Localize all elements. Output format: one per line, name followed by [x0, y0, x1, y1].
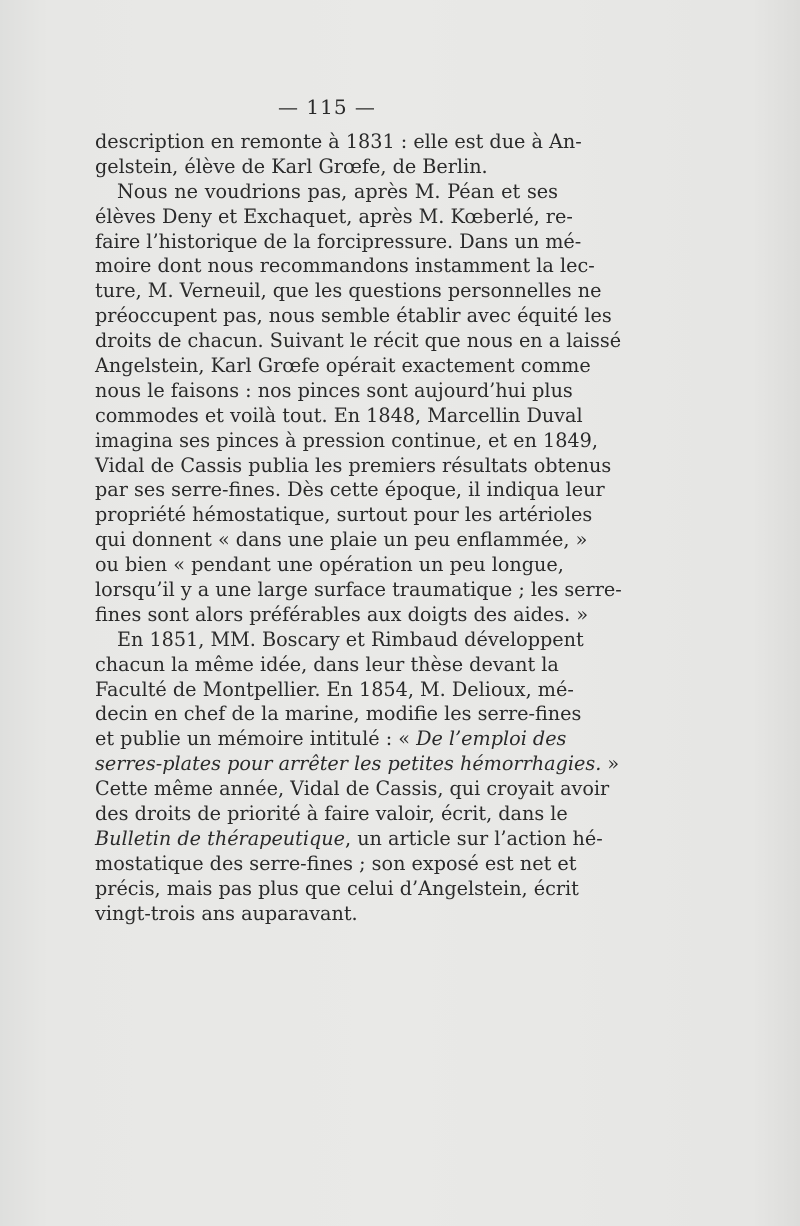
italic-title-run: serres-plates pour arrêter les petites hémorrhagies.	[95, 752, 602, 776]
text-line: précis, mais pas plus que celui d’Angelstein, écrit	[95, 876, 579, 900]
text-line: vingt-trois ans auparavant.	[95, 901, 358, 925]
body-text	[95, 130, 622, 927]
text-line: moire dont nous recommandons instamment la lec-	[95, 254, 595, 278]
text-line: droits de chacun. Suivant le récit que nous en a laissé	[95, 329, 622, 353]
text-line: Nous ne voudrions pas, après M. Péan et ses	[117, 179, 558, 203]
text-line: faire l’historique de la forcipressure. Dans un mé-	[95, 229, 582, 253]
text-line: chacun la même idée, dans leur thèse devant la	[95, 652, 559, 676]
text-line: Angelstein, Karl Grœfe opérait exactement comme	[95, 354, 591, 378]
text-line: des droits de priorité à faire valoir, écrit, dans le	[95, 802, 568, 826]
text-line: lorsqu’il y a une large surface traumatique ; les serre-	[95, 578, 622, 602]
text-line: Vidal de Cassis publia les premiers résultats obtenus	[95, 453, 612, 477]
text-line: fines sont alors préférables aux doigts des aides. »	[95, 602, 589, 626]
text-line	[95, 826, 603, 852]
text-run: et publie un mémoire intitulé : «	[95, 727, 417, 751]
italic-title-run: Bulletin de thérapeutique	[95, 826, 345, 850]
text-line: mostatique des serre-fines ; son exposé est net et	[95, 851, 577, 875]
text-line: propriété hémostatique, surtout pour les artérioles	[95, 503, 593, 527]
text-line	[95, 752, 620, 777]
text-run: »	[601, 752, 620, 776]
text-line: élèves Deny et Exchaquet, après M. Kœberlé, re-	[95, 204, 573, 228]
text-line: description en remonte à 1831 : elle est due à An-	[95, 130, 582, 153]
text-line: par ses serre-fines. Dès cette époque, il indiqua leur	[95, 478, 605, 502]
text-line: decin en chef de la marine, modifie les serre-fines	[95, 702, 582, 726]
text-line: Cette même année, Vidal de Cassis, qui croyait avoir	[95, 777, 610, 801]
page-number: — 115 —	[278, 95, 376, 119]
text-line: ou bien « pendant une opération un peu longue,	[95, 553, 564, 577]
text-line: gelstein, élève de Karl Grœfe, de Berlin.	[95, 154, 488, 178]
text-line: Faculté de Montpellier. En 1854, M. Delioux, mé-	[95, 677, 574, 701]
text-line: nous le faisons : nos pinces sont aujourd’hui plus	[95, 378, 573, 402]
text-line: commodes et voilà tout. En 1848, Marcellin Duval	[95, 403, 583, 427]
text-line: En 1851, MM. Boscary et Rimbaud développent	[117, 627, 584, 651]
text-run: , un article sur l’action hé-	[345, 826, 603, 850]
text-line: qui donnent « dans une plaie un peu enflammée, »	[95, 528, 588, 552]
text-line: imagina ses pinces à pression continue, et en 1849,	[95, 428, 598, 452]
text-line: ture, M. Verneuil, que les questions personnelles ne	[95, 279, 602, 303]
text-line: préoccupent pas, nous semble établir avec équité les	[95, 304, 612, 328]
italic-title-run: De l’emploi des	[416, 727, 567, 751]
text-line	[95, 727, 567, 752]
